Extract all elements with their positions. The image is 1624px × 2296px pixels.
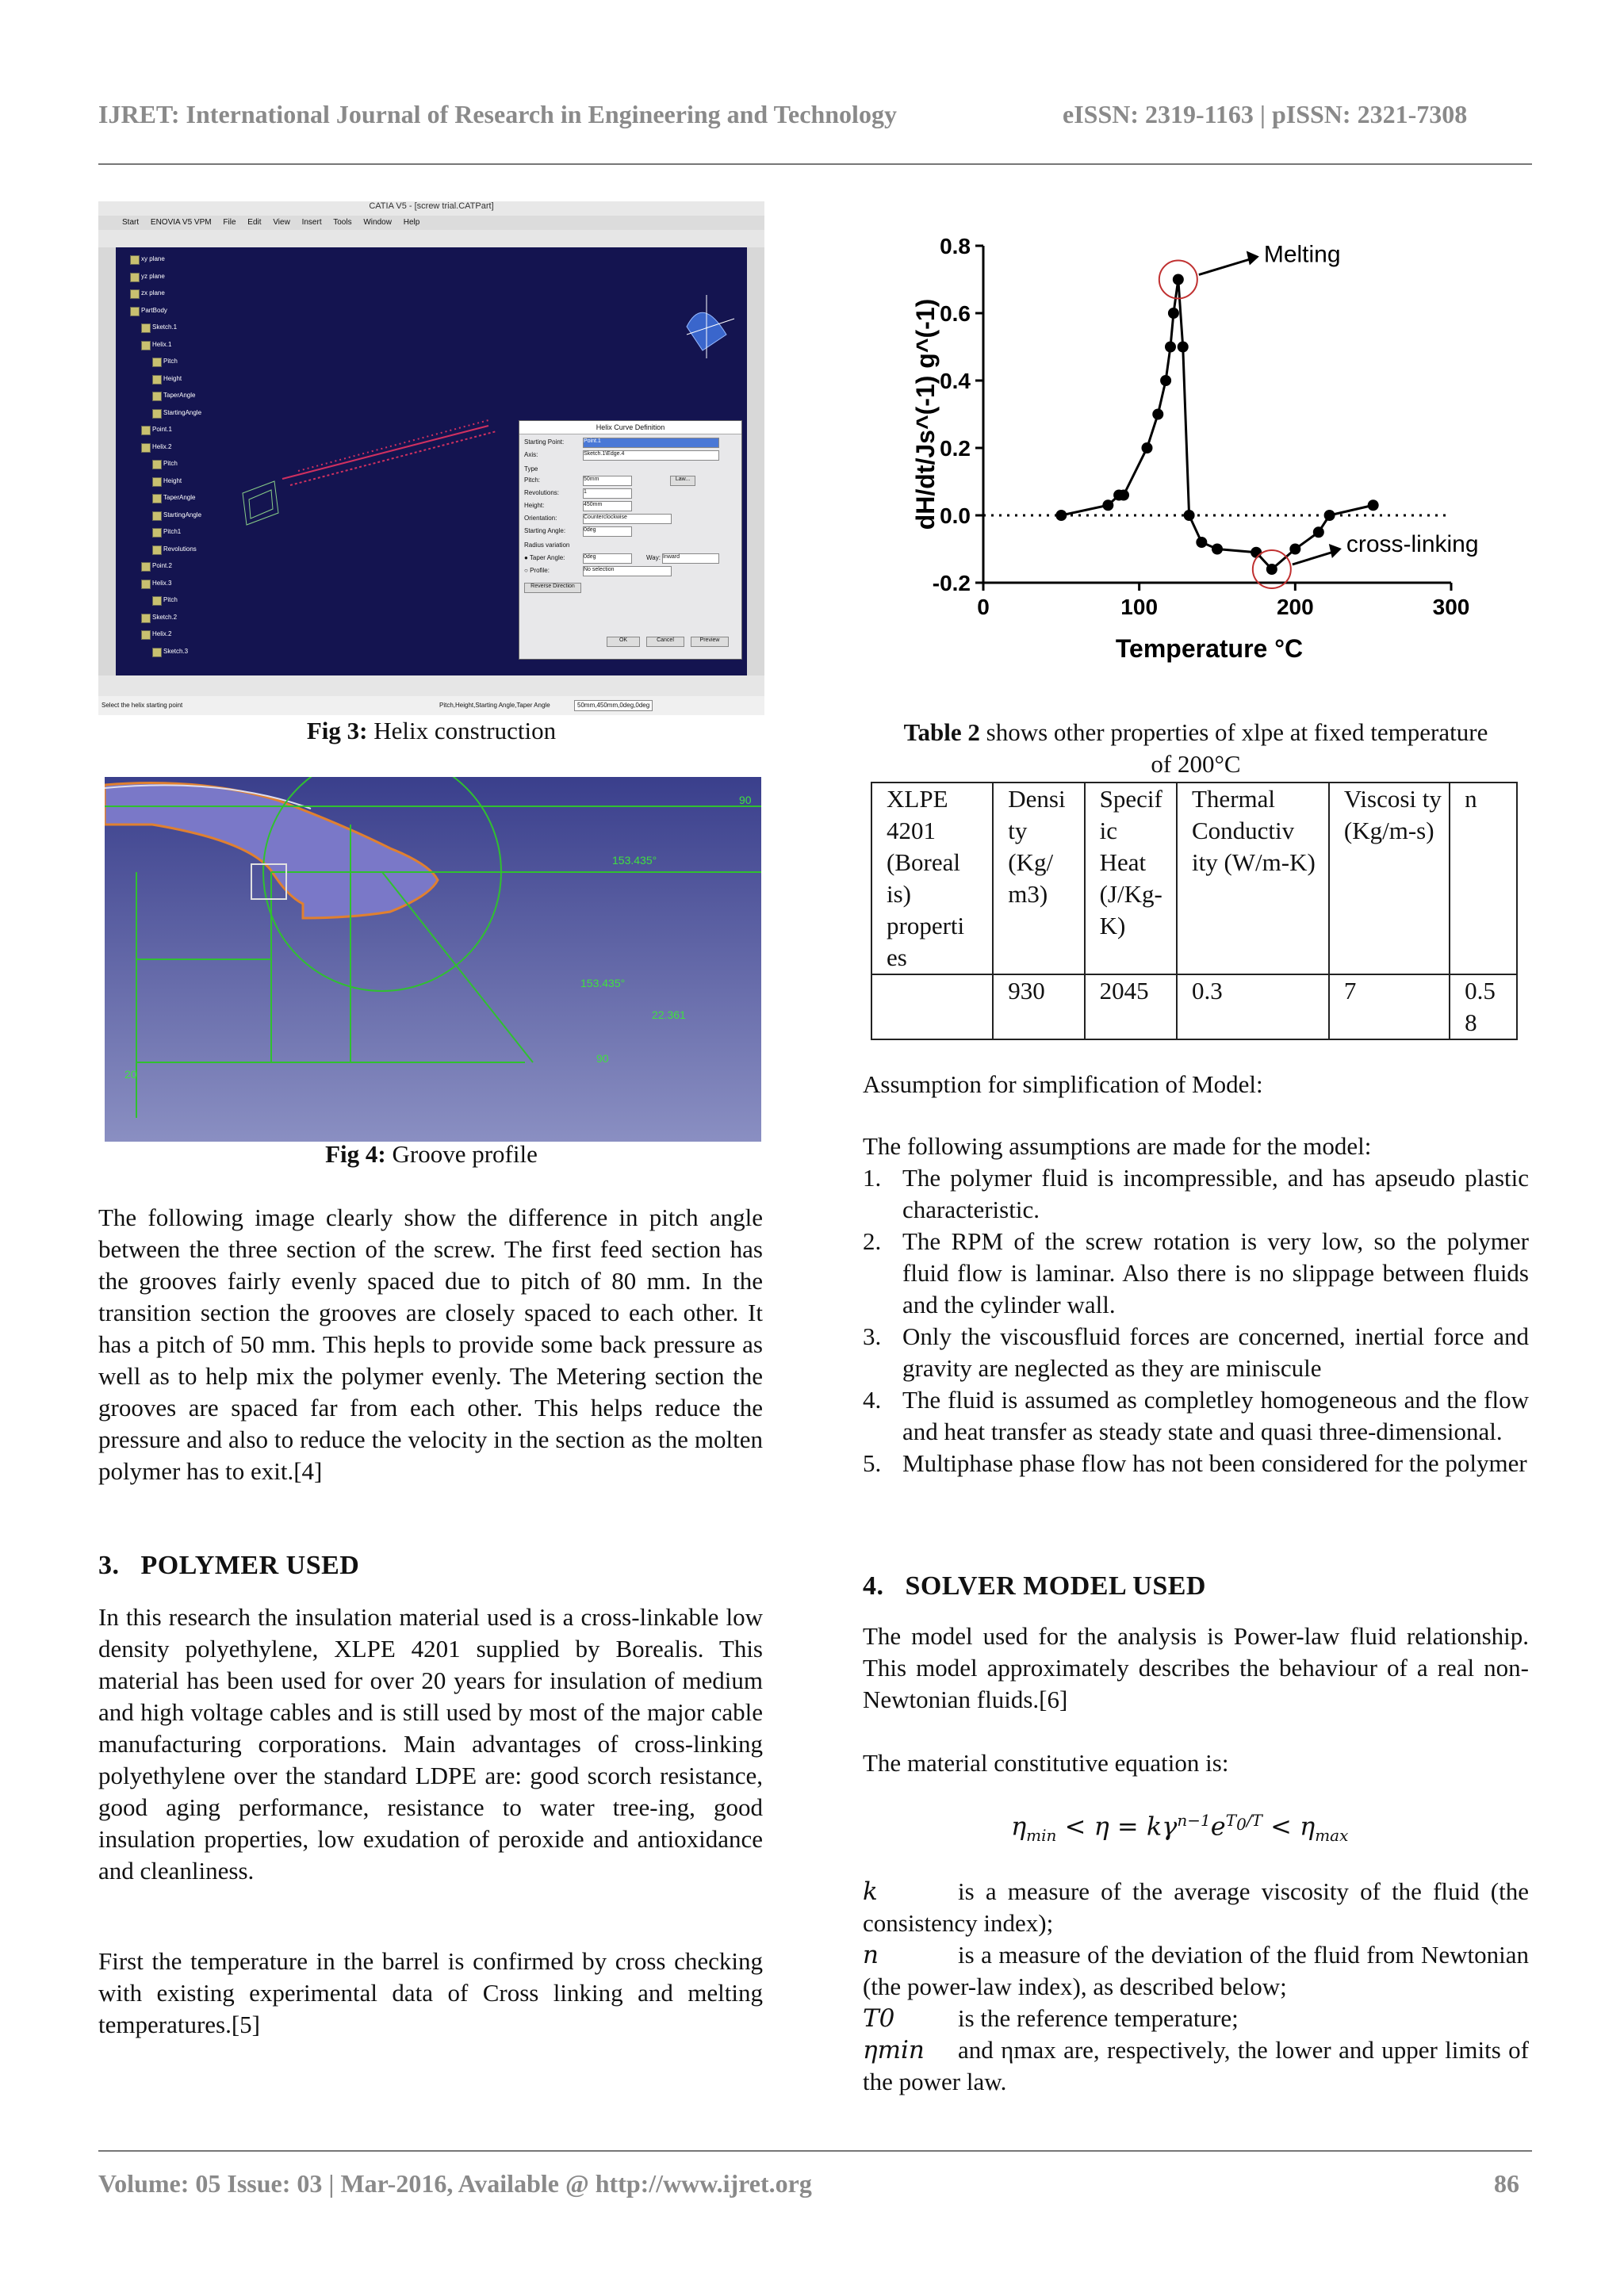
groove-profile-figure [105,777,761,1142]
type-label: Type [524,465,538,473]
revolutions-field[interactable] [583,488,632,499]
series-line [1061,280,1373,570]
model-paragraph: The model used for the analysis is Power-law fluid relationship. This model approximately describes the behaviour of a real non-Newtonian fluids.[6] [863,1622,1529,1713]
tree-item[interactable]: TaperAngle [163,392,196,399]
footer-rule [98,2150,1532,2152]
menu-bar [98,216,764,230]
dim-20: 20 [124,1068,137,1081]
orientation-label: Orientation: [524,515,557,522]
cancel-button[interactable] [646,637,684,647]
tree-item[interactable]: yz plane [141,272,165,280]
fig3-caption [98,717,764,745]
polymer-paragraph: In this research the insulation material used is a cross-linkable low density polyethylene, XLPE 4201 supplied by Borealis. This material has been used for over 20 years for insulation of medium and high voltage cables and is still used by most of the major cable manufacturing corporations. Main advantages of cross-linking polyethylene over the standard LDPE are: good scorch resistance, good aging performance, resistance to water tree-ing, good insulation properties, low exudation of peroxide and antioxidance and cleanliness. [98,1603,763,1885]
table-cell: 7 [1329,974,1450,1039]
list-item: 5. Multiphase phase flow has not been considered for the polymer [863,1449,1527,1477]
law-label: Law... [675,476,691,482]
right-toolbar [747,247,764,675]
assumption-text: Only the viscousfluid forces are concerned, inertial force and gravity are neglected as they are miniscule [902,1322,1529,1382]
section-3-heading: 3. POLYMER USED [98,1551,360,1580]
left-toolbar [98,247,116,675]
data-point [1160,375,1171,386]
profile-field[interactable] [583,566,672,576]
profile-label: Profile: [530,567,550,574]
list-item: 1. The polymer fluid is incompressible, and has apseudo plastic characteristic. [863,1164,1529,1223]
x-tick-label: 200 [1276,595,1314,619]
way-select[interactable] [662,553,719,564]
top-toolbar [98,230,764,247]
data-point [1055,510,1067,521]
y-tick-label: 0.0 [940,503,971,528]
data-point [1289,544,1300,555]
y-tick-label: 0.6 [940,301,971,326]
ok-button[interactable] [607,637,640,647]
profile-value: No selection [584,567,615,572]
pitch-paragraph: The following image clearly show the difference in pitch angle between the three section of the screw. The first feed section has the grooves fairly evenly spaced due to pitch of 80 mm. In the transition section the grooves are closely spaced to each other. It has a pitch of 50 mm. This hepls to provide some back pressure as well as to help mix the polymer evenly. The Metering section the grooves are spaced far from each other. This helps reduce the pressure and also to reduce the velocity in the section as the molten polymer has to exit.[4] [98,1203,763,1485]
status-param-value: 50mm,450mm,0deg,0deg [574,700,653,711]
preview-button[interactable] [691,637,729,647]
tree-item[interactable]: PartBody [141,306,167,314]
data-point [1313,526,1324,538]
definition-text: is a measure of the deviation of the fluid from Newtonian (the power-law index), as described below; [863,1941,1529,2000]
definition-text: is the reference temperature; [958,2004,1239,2032]
pitch-label: Pitch: [524,476,541,484]
y-tick-label: 0.8 [940,234,971,258]
table-header-row [871,783,1517,974]
menu-window: Window [363,218,392,227]
tree-item[interactable]: Sketch.2 [152,613,178,621]
way-value: Inward [663,554,680,560]
ok-label: OK [619,637,628,643]
fig3-caption-text: Helix construction [367,717,557,744]
assumption-text: Multiphase phase flow has not been considered for the polymer [902,1449,1527,1477]
y-axis-label: dH/dt/Js^(-1) g^(-1) [911,298,940,530]
tree-item[interactable]: Height [163,476,182,484]
constitutive-equation: $\eta_{min} < \eta = k\gamma^{n-1}e^{T_0/T} < \eta_{max}$ [1011,1811,1349,1846]
orientation-value: Counterclockwise [584,515,627,520]
melting-arrowhead [1247,251,1259,266]
data-point [1118,490,1129,501]
tree-item[interactable]: Height [163,374,182,382]
header-cell: Densi ty (Kg/ m3) [993,783,1084,974]
table-cell [871,974,993,1039]
data-point [1251,547,1262,558]
profile-radio[interactable]: ○ Profile: [524,567,550,574]
axis-label: Axis: [524,451,538,458]
height-label: Height: [524,502,545,509]
crosslinking-arrowhead [1329,544,1342,558]
tree-item[interactable]: Helix.1 [152,340,172,348]
status-hint: Select the helix starting point [102,702,183,709]
issn-header: eISSN: 2319-1163 | pISSN: 2321-7308 [1063,100,1468,128]
tree-item[interactable]: zx plane [141,289,165,297]
assumption-text: The polymer fluid is incompressible, and has apseudo plastic characteristic. [902,1164,1529,1223]
dim-90-bottom: 90 [596,1052,609,1065]
fig3-label: Fig 3: [306,717,368,744]
definition-t0 [863,2003,1529,2034]
sketch-outline [243,481,278,525]
symbol-k: k [863,1877,878,1906]
data-point [1152,409,1163,420]
data-point [1324,510,1335,521]
status-param-label: Pitch,Height,Starting Angle,Taper Angle [439,702,550,709]
height-value: 450mm [584,502,603,507]
data-point [1173,274,1184,285]
bottom-toolbar [98,675,764,696]
tree-item[interactable]: Helix.2 [152,630,172,637]
pitch-field[interactable] [583,476,632,486]
equation-intro: The material constitutive equation is: [863,1749,1229,1777]
definition-eta [863,2034,1529,2098]
tree-item[interactable]: Pitch [163,596,178,603]
starting-point-value: Point.1 [584,438,601,444]
tree-item[interactable]: Point.2 [152,562,172,569]
reverse-direction-label: Reverse Direction [530,584,575,589]
revolutions-value: 1 [584,489,587,495]
header-cell: Viscosi ty (Kg/m-s) [1329,783,1450,974]
tree-item[interactable]: xy plane [141,255,165,262]
y-tick-label: 0.2 [940,436,971,461]
tree-item[interactable]: Sketch.1 [152,323,178,331]
x-tick-label: 300 [1432,595,1470,619]
way-label: Way: [646,554,661,561]
fig4-label: Fig 4: [325,1140,386,1168]
tree-item[interactable]: Sketch.3 [163,647,189,655]
catia-screenshot [98,201,764,715]
data-point [1266,564,1277,575]
data-point [1102,499,1113,511]
header-cell: n [1450,783,1517,974]
taper-angle-field[interactable] [583,553,632,564]
header-cell: XLPE 4201 (Boreal is) properti es [871,783,993,974]
menu-help: Help [403,218,420,227]
data-point [1142,442,1153,453]
orientation-select[interactable] [583,514,672,524]
menu-enovia: ENOVIA V5 VPM [150,218,212,227]
x-axis-label: Temperature °C [1115,634,1304,663]
table-row [871,974,1517,1039]
y-tick-label: 0.4 [940,369,971,393]
starting-angle-value: 0deg [584,527,596,533]
helix-curve-dialog[interactable] [519,420,742,660]
assumption-intro: The following assumptions are made for the model: [863,1132,1372,1160]
header-cell: Thermal Conductiv ity (W/m-K) [1177,783,1329,974]
melting-label: Melting [1263,241,1341,268]
revolutions-label: Revolutions: [524,489,560,496]
height-field[interactable] [583,501,632,511]
header-cell: Specif ic Heat (J/Kg-K) [1085,783,1177,974]
axis-value: Sketch.1\Edge.4 [584,451,625,457]
status-bar [98,696,764,715]
tree-item[interactable]: Helix.3 [152,579,172,587]
x-tick-label: 0 [977,595,990,619]
section-4-heading: 4. SOLVER MODEL USED [863,1571,1206,1601]
y-tick-label: -0.2 [932,571,971,595]
reverse-direction-button[interactable] [524,583,581,593]
footer-volume: Volume: 05 Issue: 03 | Mar-2016, Available @ http://www.ijret.org [98,2169,812,2198]
dim-22-361: 22.361 [652,1008,686,1021]
helix-curve [282,420,496,485]
tree-item[interactable]: Pitch [163,460,178,467]
taper-angle-radio[interactable]: ● Taper Angle: [524,554,565,561]
compass-icon [687,295,734,358]
table-cell: 0.3 [1177,974,1329,1039]
pitch-value: 50mm [584,476,599,482]
preview-label: Preview [699,637,720,643]
tree-item[interactable]: Point.1 [152,426,172,433]
list-item: 3. Only the viscousfluid forces are concerned, inertial force and gravity are neglected as they are miniscule [863,1322,1529,1382]
menu-tools: Tools [333,218,352,227]
assumption-text: The fluid is assumed as completley homogeneous and the flow and heat transfer as steady state and quasi three-dimensional. [902,1386,1529,1445]
fig4-caption-text: Groove profile [385,1140,538,1168]
starting-point-label: Starting Point: [524,438,565,446]
crosslinking-arrow [1293,552,1334,564]
starting-point-field[interactable] [583,438,719,448]
law-button[interactable] [670,476,695,486]
starting-angle-label: Starting Angle: [524,527,566,534]
data-point [1196,537,1207,548]
tree-item[interactable]: Pitch [163,358,178,365]
starting-angle-field[interactable] [583,526,632,537]
tree-item[interactable]: TaperAngle [163,494,196,501]
window-title: CATIA V5 - [screw trial.CATPart] [98,201,764,216]
menu-start: Start [122,218,140,227]
dim-angle-2: 153.435° [580,977,626,989]
definition-k [863,1876,1529,1939]
fig4-caption [98,1140,764,1169]
data-point [1212,544,1223,555]
assumption-text: The RPM of the screw rotation is very low, so the polymer fluid flow is laminar. Also there is no slippage between fluids and the cylinder wall. [902,1227,1529,1318]
symbol-eta-min: ηmin [863,2036,925,2064]
list-item: 4. The fluid is assumed as completley homogeneous and the flow and heat transfer as steady state and quasi three-dimensional. [863,1386,1529,1445]
list-item: 2. The RPM of the screw rotation is very low, so the polymer fluid flow is laminar. Also there is no slippage between fluids and the cylinder wall. [863,1227,1529,1318]
table2-caption-text: shows other properties of xlpe at fixed temperature [979,718,1488,746]
melting-arrow [1199,259,1251,275]
definition-n [863,1939,1529,2003]
tree-item[interactable]: StartingAngle [163,511,202,519]
data-point [1178,342,1189,353]
cancel-label: Cancel [657,637,674,643]
x-tick-label: 100 [1120,595,1159,619]
symbol-n: n [863,1941,879,1969]
taper-angle-label: Taper Angle: [529,554,565,561]
symbol-t0: T0 [863,2004,895,2033]
table2-label: Table 2 [903,718,980,746]
table2-caption-line2: of 200°C [1151,750,1241,778]
table-cell: 2045 [1085,974,1177,1039]
menu-insert: Insert [301,218,322,227]
table-cell: 0.5 8 [1450,974,1517,1039]
dim-angle-1: 153.435° [612,854,657,867]
header-rule [98,163,1532,165]
dsc-chart [896,222,1515,674]
table-cell: 930 [993,974,1084,1039]
dim-90-top: 90 [739,794,752,806]
menu-file: File [223,218,236,227]
temperature-paragraph: First the temperature in the barrel is confirmed by cross checking with existing experimental data of Cross linking and melting temperatures.[5] [98,1947,763,2038]
page-number: 86 [1494,2169,1519,2198]
taper-angle-value: 0deg [584,554,596,560]
tree-item[interactable]: StartingAngle [163,408,202,416]
definition-text: and ηmax are, respectively, the lower and upper limits of the power law. [863,2036,1529,2095]
data-point [1165,342,1176,353]
tree-item[interactable]: Helix.2 [152,442,172,450]
data-point [1184,510,1195,521]
dialog-title: Helix Curve Definition [519,421,741,434]
tree-item[interactable]: Pitch1 [163,528,182,535]
assumption-heading: Assumption for simplification of Model: [863,1070,1263,1098]
data-point [1168,308,1179,319]
radius-variation-label: Radius variation [524,541,570,549]
properties-table [871,782,1518,1040]
tree-item[interactable]: Revolutions [163,545,197,553]
journal-header: IJRET: International Journal of Research in Engineering and Technology [98,100,897,128]
menu-edit: Edit [247,218,262,227]
definition-text: is a measure of the average viscosity of the fluid (the consistency index); [863,1877,1529,1937]
crosslinking-label: cross-linking [1346,531,1479,557]
axis-field[interactable] [583,450,719,461]
data-point [1368,499,1379,511]
table2-caption-line1 [863,718,1529,747]
assumption-list [863,1162,1529,1479]
menu-view: View [273,218,290,227]
